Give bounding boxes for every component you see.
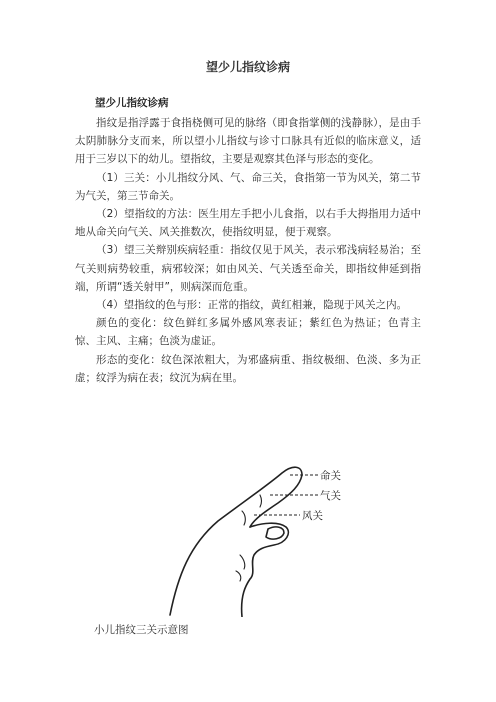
paragraph-three-gates: （1）三关：小儿指纹分风、气、命三关，食指第一节为风关，第二节为气关，第三节命关。 bbox=[75, 171, 421, 202]
finger-crease bbox=[260, 495, 262, 507]
finger-diagram bbox=[150, 455, 350, 617]
paragraph-color-change: 颜色的变化：纹色鲜红多属外感风寒表证；紫红色为热证；色青主惊、主风、主痛；色淡为虚证。 bbox=[75, 317, 421, 348]
article-body bbox=[75, 95, 421, 387]
paragraph-severity: （3）望三关辩别疾病轻重：指纹仅见于风关，表示邪浅病轻易治；至气关则病势较重，病邪较深；如由风关、气关透至命关，即指纹伸延到指端，所谓“透关射甲”，则病深而危重。 bbox=[75, 244, 421, 293]
page-title: 望少儿指纹诊病 bbox=[205, 60, 290, 74]
paragraph-method: （2）望指纹的方法：医生用左手把小儿食指，以右手大拇指用力适中地从命关向气关、风关推数次，使指纹明显，便于观察。 bbox=[75, 208, 421, 239]
feng-gate-label: 风关 bbox=[302, 510, 323, 522]
qi-gate-label: 气关 bbox=[320, 490, 341, 502]
paragraph-form-change: 形态的变化：纹色深浓粗大，为邪盛病重、指纹极细、色淡、多为正虚；纹浮为病在表；纹沉为病在里。 bbox=[75, 353, 421, 384]
knuckle-crease bbox=[240, 555, 245, 569]
paragraph-color-form: （4）望指纹的色与形：正常的指纹，黄红相兼，隐现于风关之内。 bbox=[96, 299, 408, 312]
ming-gate-label: 命关 bbox=[320, 470, 341, 482]
thumb-nail bbox=[266, 527, 284, 539]
figure-caption: 小儿指纹三关示意图 bbox=[94, 624, 189, 636]
paragraph-intro: 指纹是指浮露于食指桡侧可见的脉络（即食指掌侧的浅静脉），是由手太阴肺脉分支而来，所以望小儿指纹与诊寸口脉具有近似的临床意义，适用于三岁以下的幼儿。望指纹，主要是观察其色泽与形态的变化。 bbox=[75, 117, 421, 166]
knuckle-crease bbox=[236, 571, 241, 581]
section-heading: 望少儿指纹诊病 bbox=[95, 97, 169, 109]
finger-crease bbox=[242, 511, 245, 525]
